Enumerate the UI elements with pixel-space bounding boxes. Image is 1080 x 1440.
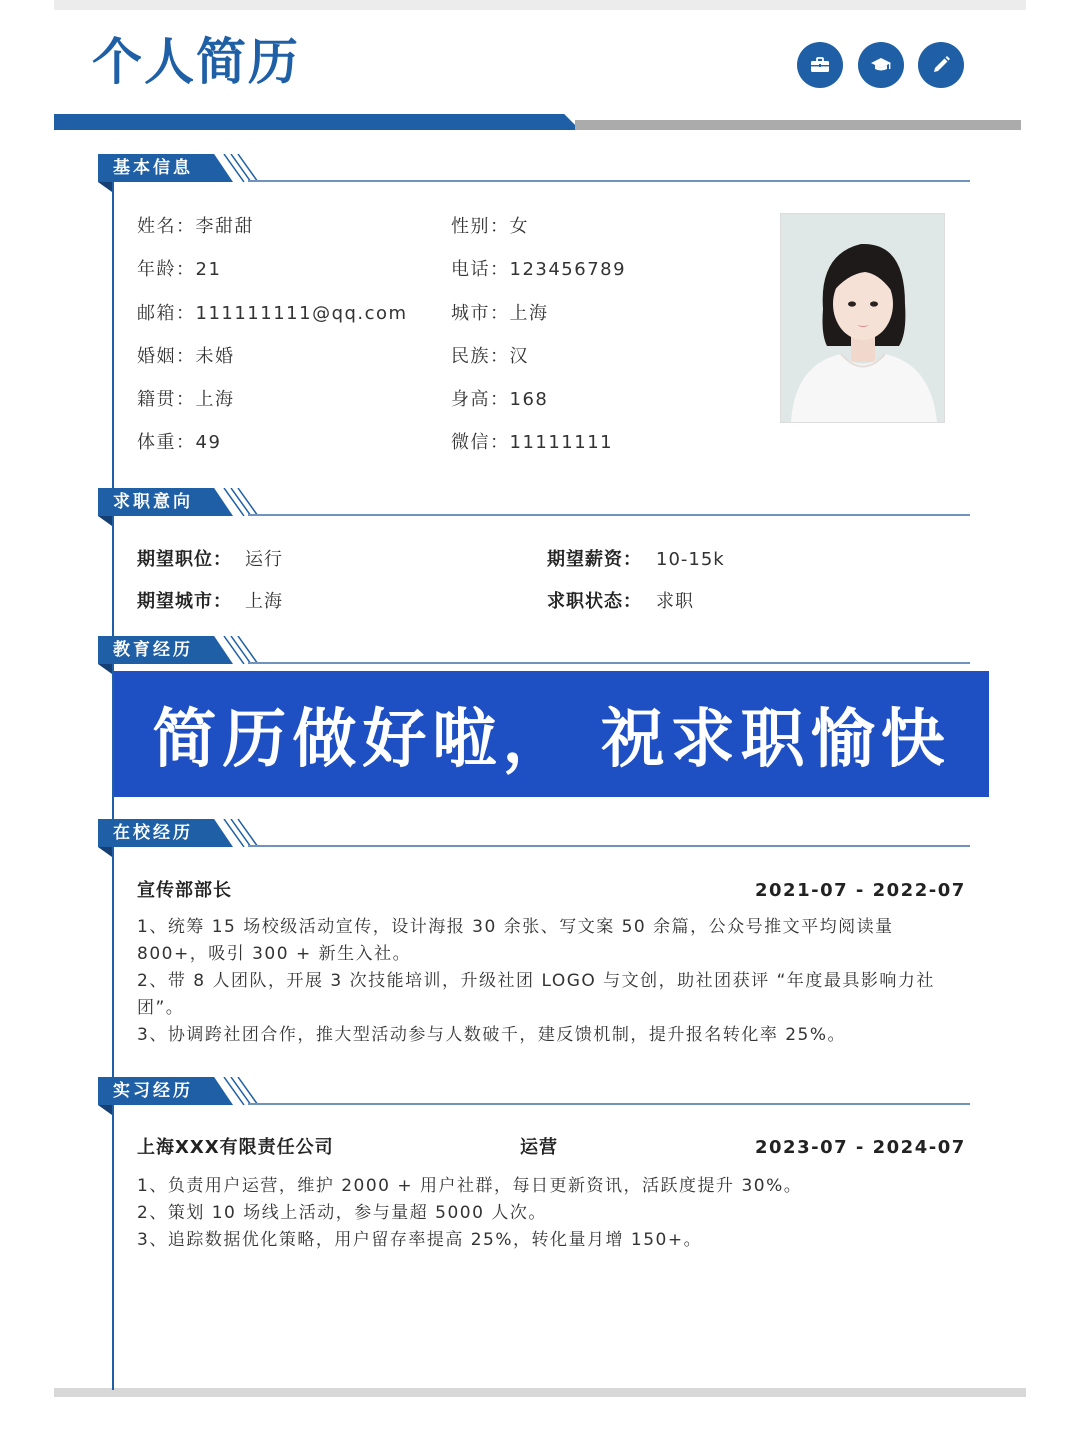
section-underline [248, 845, 970, 847]
intent-salary-value: 10-15k [656, 549, 725, 570]
intent-salary-label: 期望薪资： [547, 549, 642, 570]
info-name: 姓名：李甜甜 [137, 216, 254, 237]
section-title: 在校经历 [113, 823, 193, 843]
section-title: 教育经历 [113, 640, 193, 660]
section-title: 实习经历 [113, 1081, 193, 1101]
section-title: 求职意向 [113, 492, 193, 512]
section-underline [248, 662, 970, 664]
stripes-decoration [216, 488, 258, 516]
section-tab-fold [98, 182, 112, 192]
campus-line: 1、统筹 15 场校级活动宣传，设计海报 30 余张、写文案 50 余篇，公众号推文平均阅读量 800+，吸引 300 + 新生入社。 [137, 917, 894, 964]
section-header-job-intent [98, 488, 970, 524]
section-header-education [98, 636, 970, 672]
internship-line: 1、负责用户运营，维护 2000 + 用户社群，每日更新资讯，活跃度提升 30%。 [137, 1176, 803, 1196]
info-hometown: 籍贯：上海 [137, 389, 235, 410]
stripes-decoration [216, 636, 258, 664]
info-wechat: 微信：11111111 [451, 432, 614, 453]
profile-photo [780, 213, 945, 423]
intent-position-value: 运行 [245, 549, 283, 570]
page-title: 个人简历 [92, 33, 300, 91]
campus-role: 宣传部部长 [137, 880, 232, 901]
internship-date: 2023-07 - 2024-07 [755, 1137, 966, 1158]
info-age: 年龄：21 [137, 259, 222, 280]
banner-text: 简历做好啦， 祝求职愉快 [152, 702, 951, 777]
section-tab-fold [98, 664, 112, 674]
intent-city-value: 上海 [245, 591, 283, 612]
internship-line: 3、追踪数据优化策略，用户留存率提高 25%，转化量月增 150+。 [137, 1230, 703, 1250]
info-phone: 电话：123456789 [451, 259, 627, 280]
campus-line: 2、带 8 人团队，开展 3 次技能培训，升级社团 LOGO 与文创，助社团获评 “年度最具影响力社团”。 [137, 971, 935, 1018]
info-email: 邮箱：111111111@qq.com [137, 303, 408, 324]
info-city: 城市：上海 [451, 303, 549, 324]
stripes-decoration [216, 154, 258, 182]
info-gender: 性别：女 [451, 216, 529, 237]
info-weight: 体重：49 [137, 432, 222, 453]
bottom-divider [54, 1388, 1026, 1397]
campus-date: 2021-07 - 2022-07 [755, 880, 966, 901]
internship-description [137, 1173, 947, 1254]
section-underline [248, 514, 970, 516]
info-marital: 婚姻：未婚 [137, 346, 235, 367]
pencil-icon [918, 42, 964, 88]
campus-line: 3、协调跨社团合作，推大型活动参与人数破千，建反馈机制，提升报名转化率 25%。 [137, 1025, 847, 1045]
section-header-campus [98, 819, 970, 855]
section-title: 基本信息 [113, 158, 193, 178]
section-tab-fold [98, 516, 112, 526]
info-height: 身高：168 [451, 389, 549, 410]
info-ethnicity: 民族：汉 [451, 346, 529, 367]
section-header-basic-info [98, 154, 970, 190]
intent-position-label: 期望职位： [137, 549, 232, 570]
section-underline [248, 180, 970, 182]
campus-description [137, 914, 947, 1049]
header-bar-accent [54, 114, 580, 130]
briefcase-icon [797, 42, 843, 88]
graduation-cap-icon [858, 42, 904, 88]
intent-status-value: 求职 [656, 591, 694, 612]
section-underline [248, 1103, 970, 1105]
top-divider [54, 0, 1026, 10]
internship-company: 上海XXX有限责任公司 [137, 1137, 334, 1158]
internship-line: 2、策划 10 场线上活动，参与量超 5000 人次。 [137, 1203, 547, 1223]
internship-position: 运营 [520, 1137, 558, 1158]
congrats-banner [114, 671, 989, 797]
section-header-internship [98, 1077, 970, 1113]
header-bar-grey [575, 120, 1021, 130]
stripes-decoration [216, 1077, 258, 1105]
intent-status-label: 求职状态： [547, 591, 642, 612]
intent-city-label: 期望城市： [137, 591, 232, 612]
stripes-decoration [216, 819, 258, 847]
section-tab-fold [98, 1105, 112, 1115]
section-tab-fold [98, 847, 112, 857]
